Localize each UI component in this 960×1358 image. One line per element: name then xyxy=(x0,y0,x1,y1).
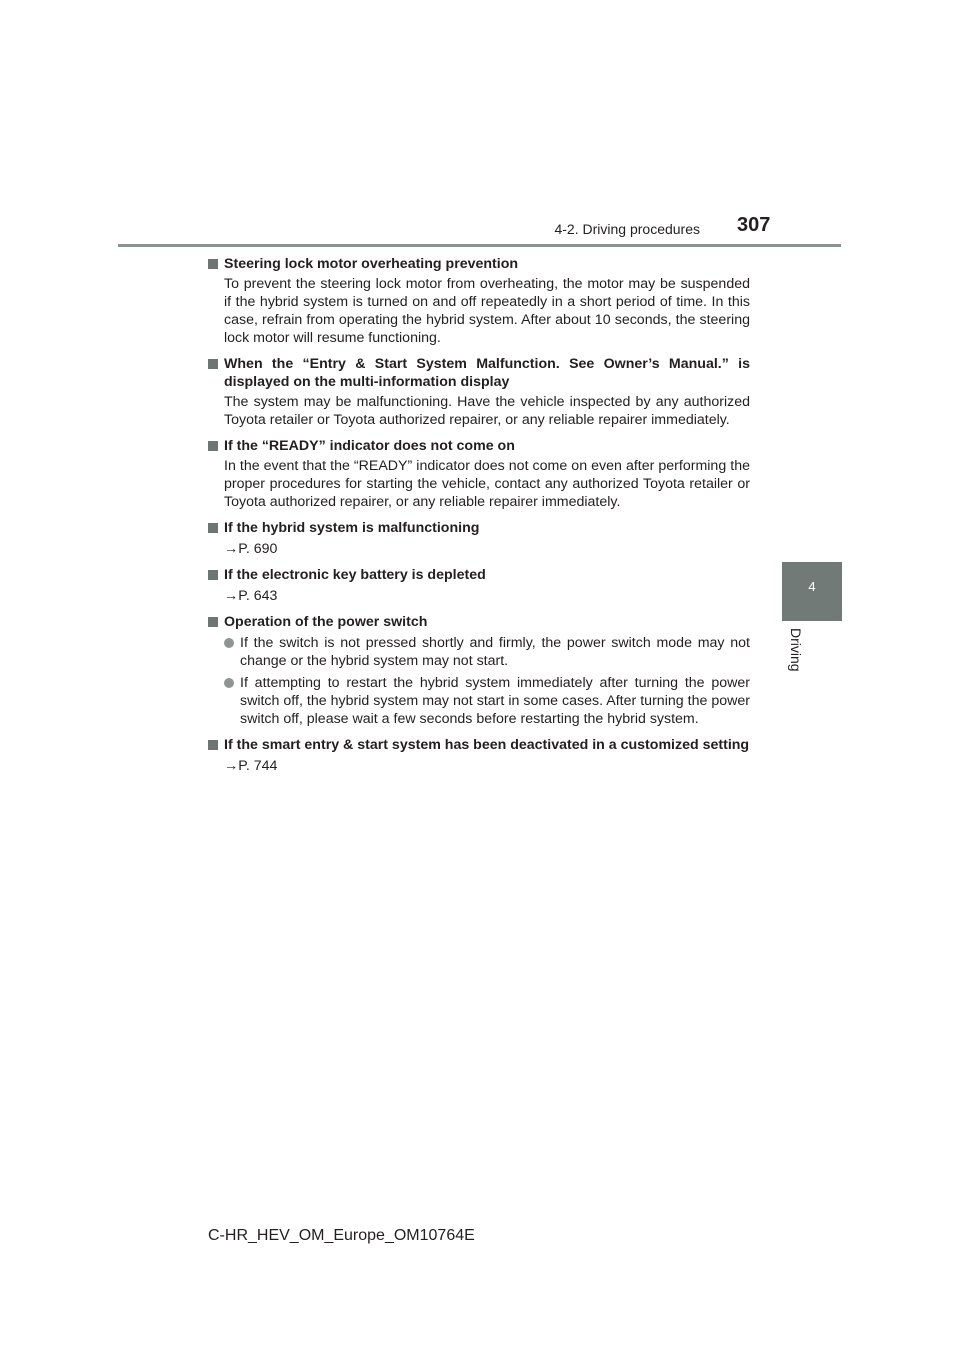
square-bullet-icon xyxy=(208,259,218,269)
section-hybrid-malfunction xyxy=(208,519,750,558)
page-reference: →P. 690 xyxy=(224,541,278,557)
section-title: Operation of the power switch xyxy=(224,614,428,630)
section-title: When the “Entry & Start System Malfunction. See Owner’s Manual.” is displayed on the multi-information display xyxy=(224,356,750,390)
section-title: If the “READY” indicator does not come on xyxy=(224,438,515,454)
list-item: If attempting to restart the hybrid system immediately after turning the power switch off, the hybrid system may not start in some cases. After turning the power switch off, please wait a few seconds before restarting the hybrid system. xyxy=(224,674,750,728)
square-bullet-icon xyxy=(208,441,218,451)
content xyxy=(208,255,750,783)
round-bullet-icon xyxy=(224,678,234,688)
page-number: 307 xyxy=(737,214,771,236)
chapter-label: Driving xyxy=(788,628,804,672)
section-smart-entry-deactivated xyxy=(208,736,750,775)
page-reference: →P. 744 xyxy=(224,758,278,774)
square-bullet-icon xyxy=(208,570,218,580)
header-section-title: 4-2. Driving procedures xyxy=(554,221,700,237)
section-title: Steering lock motor overheating prevention xyxy=(224,256,519,272)
square-bullet-icon xyxy=(208,617,218,627)
square-bullet-icon xyxy=(208,740,218,750)
header-rule xyxy=(118,244,841,247)
section-key-battery xyxy=(208,566,750,605)
page-reference: →P. 643 xyxy=(224,588,278,604)
section-body: In the event that the “READY” indicator does not come on even after performing the proper procedures for starting the vehicle, contact any authorized Toyota retailer or Toyota authorized repairer, or any reliable repairer immediately. xyxy=(224,458,750,510)
section-entry-start-malfunction xyxy=(208,355,750,429)
section-ready-indicator xyxy=(208,437,750,511)
chapter-tab: 4 xyxy=(782,562,842,621)
section-body: To prevent the steering lock motor from overheating, the motor may be suspended if the hybrid system is turned on and off repeatedly in a short period of time. In this case, refrain from operating the hybrid system. After about 10 seconds, the steering lock motor will resume functioning. xyxy=(224,276,750,346)
section-title: If the electronic key battery is depleted xyxy=(224,567,486,583)
section-power-switch xyxy=(208,613,750,728)
section-title: If the smart entry & start system has been deactivated in a customized setting xyxy=(224,737,750,753)
list-item: If the switch is not pressed shortly and firmly, the power switch mode may not change or the hybrid system may not start. xyxy=(224,634,750,670)
section-title: If the hybrid system is malfunctioning xyxy=(224,520,480,536)
round-bullet-icon xyxy=(224,638,234,648)
section-steering-lock xyxy=(208,255,750,347)
section-body: The system may be malfunctioning. Have the vehicle inspected by any authorized Toyota retailer or Toyota authorized repairer, or any reliable repairer immediately. xyxy=(224,394,750,428)
square-bullet-icon xyxy=(208,359,218,369)
square-bullet-icon xyxy=(208,523,218,533)
footer-code: C-HR_HEV_OM_Europe_OM10764E xyxy=(208,1227,475,1244)
